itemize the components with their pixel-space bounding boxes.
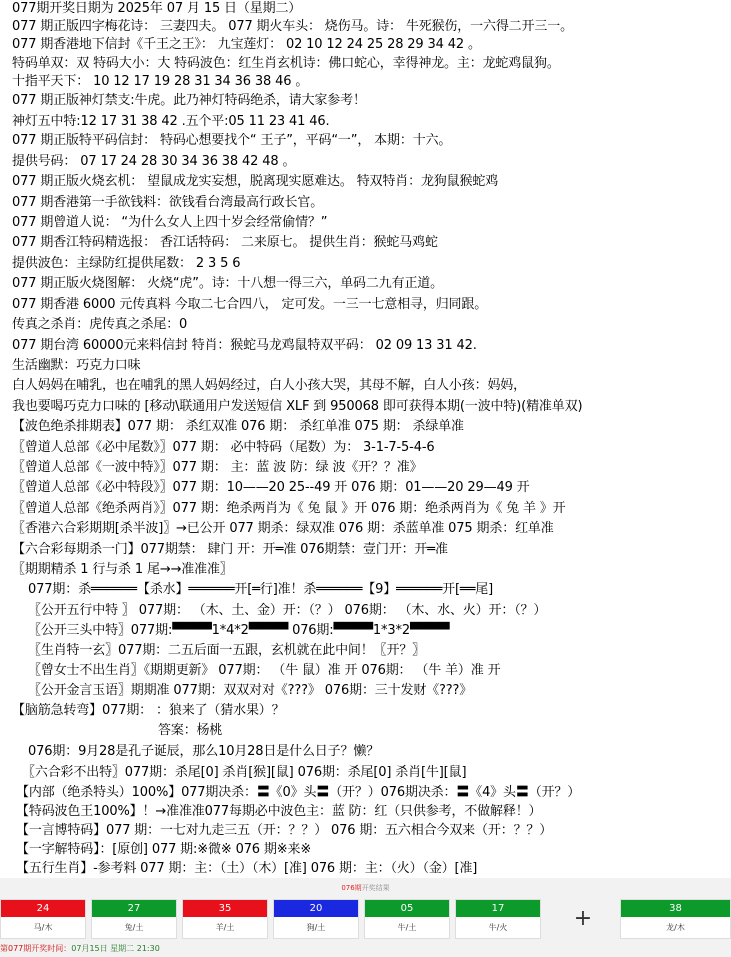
next-draw-value: 07月15日 星期二 21:30 [71,944,160,953]
doc-line: 【一言博特码】077 期：一七对九走三五（开：？？） 076 期：五六相合今双来（开：？？） [16,823,553,838]
result-ball [455,899,541,939]
ball-number: 20 [274,900,358,917]
doc-line: 〖期期精杀 1 行与杀 1 尾→→准准准〗 [12,562,233,577]
doc-line: 〖六合彩不出特〗077期：杀尾[0] 杀肖[猴][鼠] 076期：杀尾[0] 杀肖[牛][鼠] [22,765,467,780]
doc-line: 077 期曾道人说： “为什么女人上四十岁会经常偷情？” [12,215,328,230]
doc-line: 神灯五中特:12 17 31 38 42 .五个平:05 11 23 41 46. [12,114,330,129]
next-draw-label: 第077期开奖时间： [0,944,72,953]
ball-number: 05 [365,900,449,917]
special-ball-zodiac: 龙/木 [666,923,685,932]
doc-line: 〖曾道人总部《绝杀两肖》〗077 期：绝杀两肖为《 兔 鼠 》开 076 期：绝杀两肖为《 兔 羊 》开 [12,501,566,516]
next-draw-time [0,942,160,955]
doc-line: 生活幽默：巧克力口味 [12,358,141,373]
doc-line: 〖公开三头中特〗077期:▀▀▀▀1*4*2▀▀▀▀ 076期:▀▀▀▀1*3*2▀▀▀▀ [28,623,450,638]
ball-zodiac: 兔/土 [124,923,144,932]
doc-line: 【波色绝杀排期表】077 期： 杀红双准 076 期： 杀红单准 075 期： 杀绿单准 [12,419,464,434]
ball-zodiac: 狗/土 [306,923,326,932]
special-ball [620,899,731,939]
riddle-answer: 答案：杨桃 [158,723,223,738]
doc-line: 传真之杀肖：虎传真之杀尾：0 [12,317,188,332]
doc-line: 〖曾道人总部《必中尾数》〗077 期： 必中特码（尾数）为： 3-1-7-5-4-6 [12,440,435,455]
doc-line: 【内部（绝杀特头）100%】077期决杀：〓《0》头〓（开？）076期决杀：〓《4》头〓（开？） [16,785,581,800]
ball-zodiac: 牛/土 [397,923,417,932]
doc-line: 【六合彩每期杀一门】077期禁： 肆门 开：开═准 076期禁：壹门开：开═准 [12,542,448,557]
ball-zodiac: 羊/土 [215,923,235,932]
doc-line: 077 期香港第一手欲钱料：欲钱看台湾最高行政长官。 [12,195,324,210]
doc-line: 【一字解特码】：[原创] 077 期:※微※ 076 期※来※ [16,842,312,857]
result-ball [182,899,268,939]
ball-number: 24 [1,900,85,917]
doc-line: 077期：杀══════【杀水】══════开[═行]准！杀══════【9】══════开[══尾] [28,582,494,597]
doc-line: 〖曾道人总部《必中特段》〗077 期：10——20 25--49 开 076 期：01——20 29—49 开 [12,480,530,495]
result-title [0,878,731,898]
doc-line: 特码单双：双 特码大小：大 特码波色：红生肖玄机诗：佛口蛇心，幸得神龙。主：龙蛇鸡鼠狗。 [12,56,560,71]
doc-line: 【特码波色王100%】！→准准准077每期必中波色主：蓝 防：红（只供参考，不做解释！） [16,804,542,819]
result-title-label: 开奖结果 [361,884,390,892]
doc-line: 〖曾道人总部《一波中特》〗077 期： 主：蓝 波 防：绿 波《开？？准》 [12,460,423,475]
doc-line: 077 期正版特平码信封： 特码心想要找个“ 王子”，平码“一”， 本期：十六。 [12,133,452,148]
doc-line: 077 期香港 6000 元传真料 今取二七合四八， 定可发。一三一七意相寻，归同跟。 [12,297,488,312]
doc-line: 077 期正版神灯禁支:牛虎。此乃神灯特码绝杀，请大家参考！ [12,93,366,108]
doc-line: 077 期香江特码精选报： 香江话特码： 二来原七。 提供生肖：猴蛇马鸡蛇 [12,235,438,250]
draw-date-line: 077期开奖日期为 2025年 07 月 15 日（星期二） [12,1,302,16]
doc-line: 077 期正版火烧玄机： 望鼠成龙实妄想，脱离现实愿难达。 特双特肖：龙狗鼠猴蛇鸡 [12,174,499,189]
ball-number: 17 [456,900,540,917]
doc-line: 【五行生肖】-参考料 077 期：主：（土）（木）[准] 076 期：主：（火）（金）[准] [16,861,478,876]
doc-line: 〖公开金言玉语〗期期准 077期：双双对对《???》 076期：三十发财《???》 [28,683,473,698]
riddle-question: 【脑筋急转弯】077期： ：狼来了（猜水果）？ [12,703,285,718]
ball-number: 35 [183,900,267,917]
result-issue: 076期 [341,884,362,892]
result-ball [364,899,450,939]
doc-line: 077 期台湾 60000元来料信封 特肖：猴蛇马龙鸡鼠特双平码： 02 09 13 31 42. [12,338,477,353]
doc-line: 077 期正版四字梅花诗： 三妻四夫。 077 期火车头： 烧伤马。诗： 牛死猴伤，一六得二开三一。 [12,19,573,34]
plus-sign: + [573,906,593,931]
result-ball [0,899,86,939]
draw-result-bar [0,878,731,957]
ball-number: 27 [92,900,176,917]
doc-line: 〖公开五行中特 〗 077期： （木、土、金）开：（？） 076期： （木、水、火）开：（？） [28,603,547,618]
ball-zodiac: 马/木 [33,923,53,932]
doc-line: 我也要喝巧克力口味的 [移动\联通用户发送短信 XLF 到 950068 即可获得本期(一波中特)(精准单双) [12,399,583,414]
special-ball-number: 38 [621,900,730,917]
result-ball [91,899,177,939]
ball-zodiac: 牛/火 [488,923,508,932]
doc-line: 提供号码： 07 17 24 28 30 34 36 38 42 48 。 [12,154,296,169]
doc-line: 076期：9月28是孔子诞辰，那么10月28日是什么日子？懒？ [28,744,380,759]
doc-line: 〖生肖特一玄〗077期：二五后面一五跟，玄机就在此中间！〖开？〗 [28,643,426,658]
result-ball [273,899,359,939]
doc-line: 提供波色：主绿防红提供尾数： 2 3 5 6 [12,256,241,271]
doc-line: 077 期正版火烧图解： 火烧“虎”。诗：十八想一得三六，单码二九有正道。 [12,276,443,291]
doc-line: 〖曾女士不出生肖〗《期期更新》 077期： （牛 鼠）准 开 076期： （牛 羊）准 开 [28,663,501,678]
doc-line: 077 期香港地下信封《千王之王》： 九宝莲灯： 02 10 12 24 25 28 29 34 42 。 [12,37,481,52]
doc-line: 十指平天下： 10 12 17 19 28 31 34 36 38 46 。 [12,74,309,89]
doc-line: 〖香港六合彩期期[杀半波]〗→已公开 077 期杀：绿双准 076 期：杀蓝单准 075 期杀：红单准 [12,521,554,536]
doc-line: 白人妈妈在哺乳，也在哺乳的黑人妈妈经过，白人小孩大哭，其母不解，白人小孩：妈妈， [12,378,527,393]
